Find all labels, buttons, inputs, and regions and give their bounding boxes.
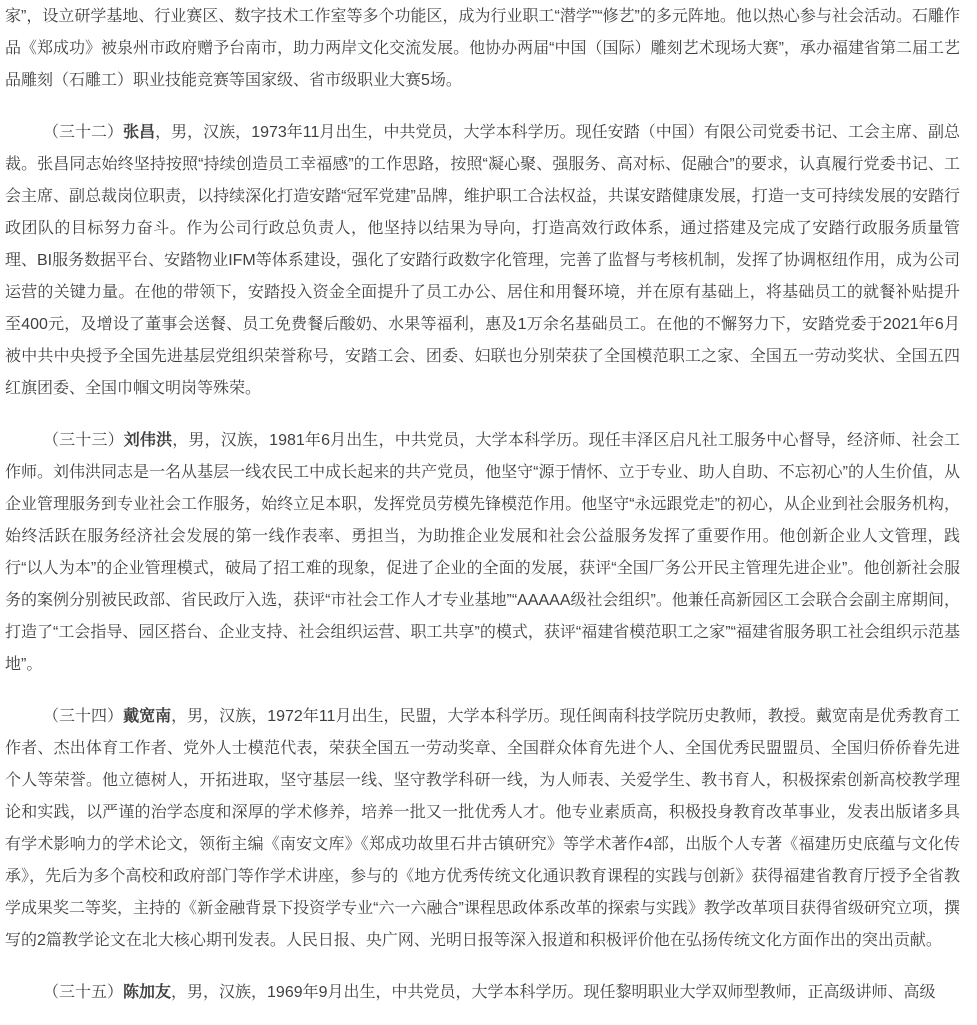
entry-number: （三十四） — [43, 708, 124, 725]
paragraph-entry-35 — [5, 977, 960, 1009]
entry-number: （三十三） — [43, 432, 124, 449]
paragraph-entry-34 — [5, 701, 960, 957]
paragraph-entry-33 — [5, 425, 960, 681]
paragraph-text: ，男，汉族，1969年9月出生，中共党员，大学本科学历。现任黎明职业大学双师型教师，正高级讲师、高级 — [171, 984, 936, 1001]
paragraph-continuation — [5, 1, 960, 97]
paragraph-text: ，男，汉族，1981年6月出生，中共党员，大学本科学历。现任丰泽区启凡社工服务中心督导，经济师、社会工作师。刘伟洪同志是一名从基层一线农民工中成长起来的共产党员，他坚守“源于情怀、立于专业、助人自助、不忘初心”的人生价值，从企业管理服务到专业社会工作服务，始终立足本职，发挥党员劳模先锋模范作用。他坚守“永远跟党走”的初心，从企业到社会服务机构，始终活跃在服务经济社会发展的第一线作表率、勇担当，为助推企业发展和社会公益服务发挥了重要作用。他创新企业人文管理，践行“以人为本”的企业管理模式，破局了招工难的现象，促进了企业的全面的发展，获评“全国厂务公开民主管理先进企业”。他创新社会服务的案例分别被民政部、省民政厅入选，获评“市社会工作人才专业基地”“AAAAA级社会组织”。他兼任高新园区工会联合会副主席期间，打造了“工会指导、园区搭台、企业支持、社会组织运营、职工共享”的模式，获评“福建省模范职工之家”“福建省服务职工社会组织示范基地”。 — [5, 432, 960, 673]
paragraph-entry-32 — [5, 117, 960, 405]
paragraph-text: 家”，设立研学基地、行业赛区、数字技术工作室等多个功能区，成为行业职工“潜学”“修艺”的多元阵地。他以热心参与社会活动。石雕作品《郑成功》被泉州市政府赠予台南市，助力两岸文化交流发展。他协办两届“中国（国际）雕刻艺术现场大赛”，承办福建省第二届工艺品雕刻（石雕工）职业技能竞赛等国家级、省市级职业大赛5场。 — [5, 8, 960, 89]
person-name: 张昌 — [123, 124, 156, 141]
paragraph-text: ，男，汉族，1973年11月出生，中共党员，大学本科学历。现任安踏（中国）有限公司党委书记、工会主席、副总裁。张昌同志始终坚持按照“持续创造员工幸福感”的工作思路，按照“凝心聚、强服务、高对标、促融合”的要求，认真履行党委书记、工会主席、副总裁岗位职责，以持续深化打造安踏“冠军党建”品牌，维护职工合法权益，共谋安踏健康发展，打造一支可持续发展的安踏行政团队的目标努力奋斗。作为公司行政总负责人，他坚持以结果为导向，打造高效行政体系，通过搭建及完成了安踏行政服务质量管理、BI服务数据平台、安踏物业IFM等体系建设，强化了安踏行政数字化管理，完善了监督与考核机制，发挥了协调枢纽作用，成为公司运营的关键力量。在他的带领下，安踏投入资金全面提升了员工办公、居住和用餐环境，并在原有基础上，将基础员工的就餐补贴提升至400元，及增设了董事会送餐、员工免费餐后酸奶、水果等福利，惠及1万余名基础员工。在他的不懈努力下，安踏党委于2021年6月被中共中央授予全国先进基层党组织荣誉称号，安踏工会、团委、妇联也分别荣获了全国模范职工之家、全国五一劳动奖状、全国五四红旗团委、全国巾帼文明岗等殊荣。 — [5, 124, 960, 397]
person-name: 刘伟洪 — [123, 432, 173, 449]
person-name: 戴宽南 — [123, 708, 172, 725]
entry-number: （三十二） — [43, 124, 124, 141]
entry-number: （三十五） — [43, 984, 124, 1001]
person-name: 陈加友 — [123, 984, 172, 1001]
paragraph-text: ，男，汉族，1972年11月出生，民盟，大学本科学历。现任闽南科技学院历史教师，教授。戴宽南是优秀教育工作者、杰出体育工作者、党外人士模范代表，荣获全国五一劳动奖章、全国群众体育先进个人、全国优秀民盟盟员、全国归侨侨眷先进个人等荣誉。他立德树人，开拓进取，坚守基层一线、坚守教学科研一线，为人师表、关爱学生、教书育人，积极探索创新高校教学理论和实践，以严谨的治学态度和深厚的学术修养，培养一批又一批优秀人才。他专业素质高，积极投身教育改革事业，发表出版诸多具有学术影响力的学术论文，领衔主编《南安文库》《郑成功故里石井古镇研究》等学术著作4部，出版个人专著《福建历史底蕴与文化传承》，先后为多个高校和政府部门等作学术讲座，参与的《地方优秀传统文化通识教育课程的实践与创新》获得福建省教育厅授予全省教学成果奖二等奖，主持的《新金融背景下投资学专业“六一六融合”课程思政体系改革的探索与实践》教学改革项目获得省级研究立项，撰写的2篇教学论文在北大核心期刊发表。人民日报、央广网、光明日报等深入报道和积极评价他在弘扬传统文化方面作出的突出贡献。 — [5, 708, 960, 949]
